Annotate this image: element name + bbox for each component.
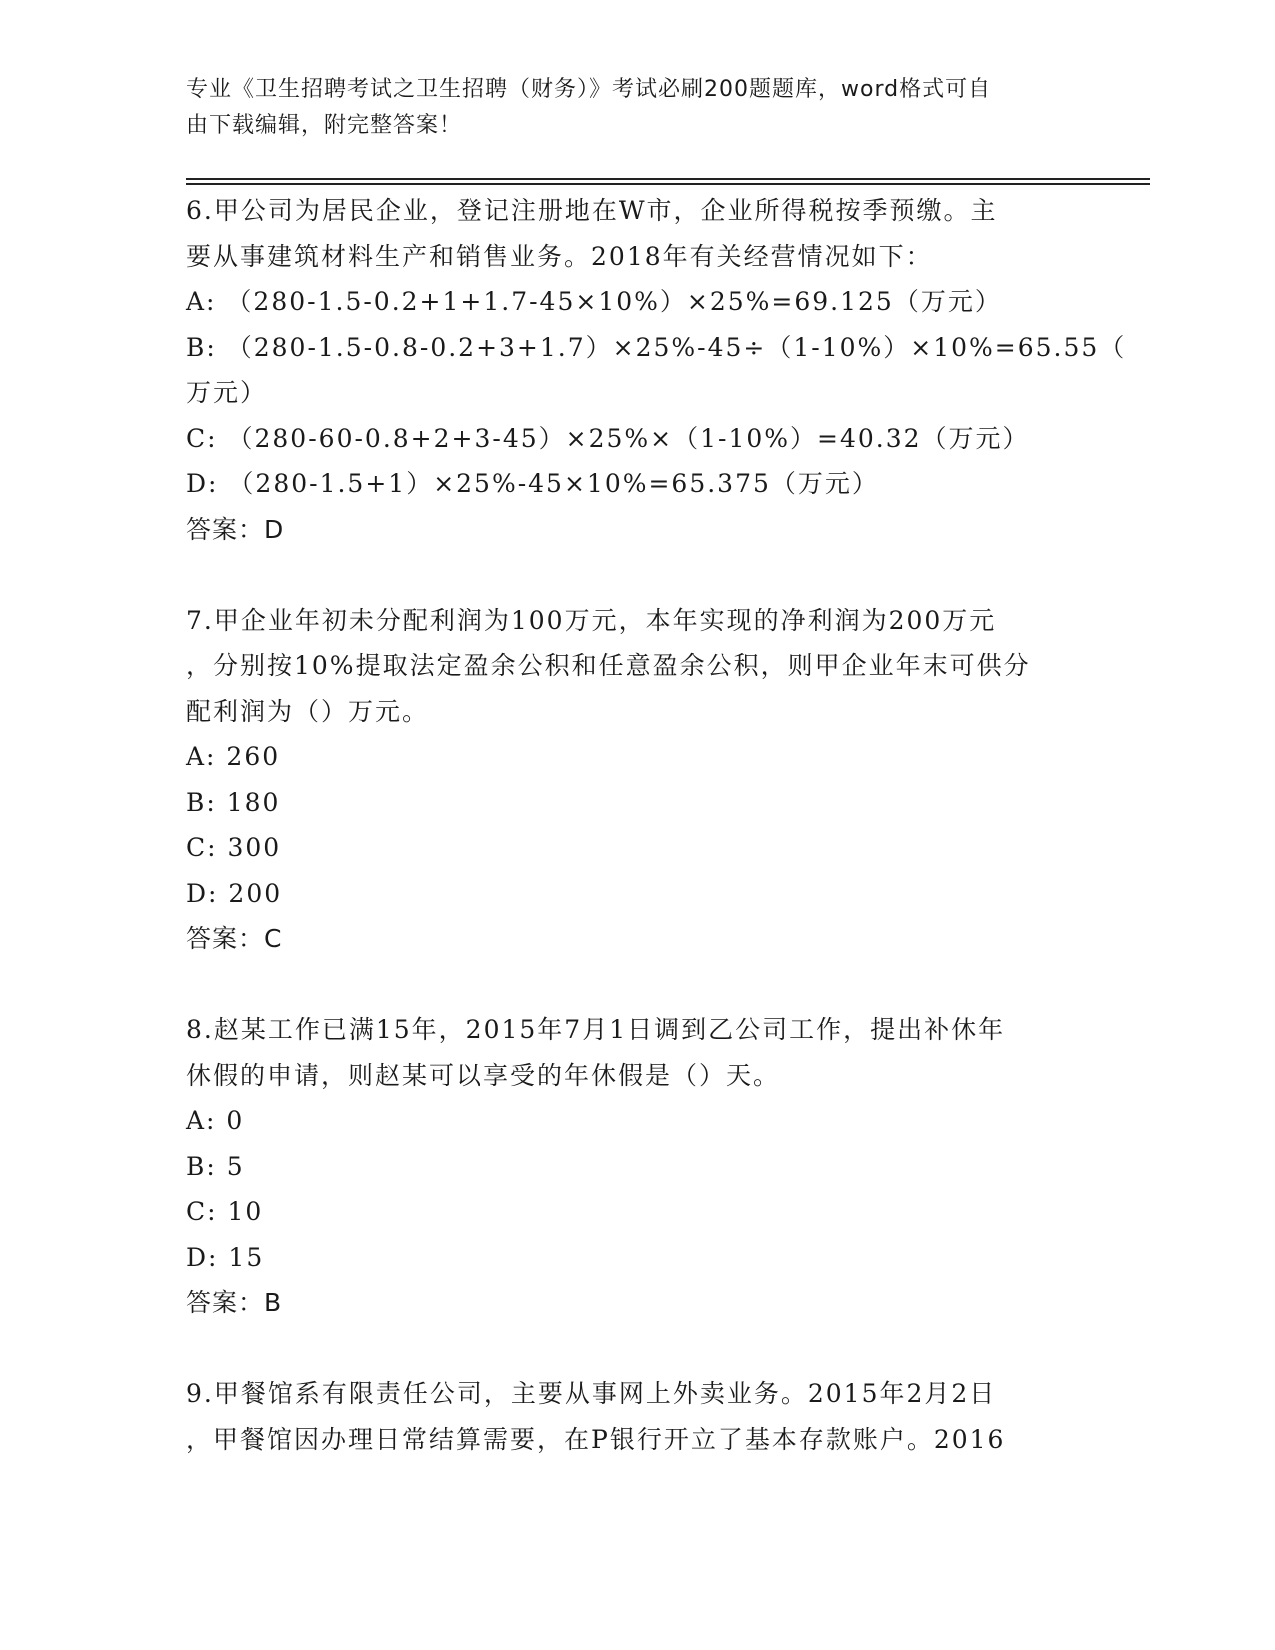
question-stem: 8.赵某工作已满15年，2015年7月1日调到乙公司工作，提出补休年	[186, 1015, 1006, 1044]
header-divider-bottom	[186, 183, 1150, 185]
question-6	[186, 188, 1127, 552]
header-line-1: 专业《卫生招聘考试之卫生招聘（财务）》考试必刷200题题库，word格式可自	[186, 77, 992, 102]
question-spacer	[186, 1326, 1086, 1372]
option-a: A: 260	[186, 742, 281, 771]
question-9	[186, 1371, 1086, 1462]
option-c: C: 300	[186, 833, 282, 862]
option-d: D: （280-1.5+1）×25%-45×10%=65.375（万元）	[186, 469, 879, 498]
option-d: D: 15	[186, 1242, 265, 1272]
question-stem: 7.甲企业年初未分配利润为100万元，本年实现的净利润为200万元	[186, 605, 997, 635]
header-divider-top	[186, 178, 1150, 180]
option-c: C: 10	[186, 1197, 264, 1226]
document-header	[186, 72, 1066, 144]
question-stem: 要从事建筑材料生产和销售业务。2018年有关经营情况如下：	[186, 241, 933, 271]
question-spacer	[186, 552, 1086, 598]
question-stem: 配利润为（）万元。	[186, 696, 430, 726]
question-stem: ，分别按10%提取法定盈余公积和任意盈余公积，则甲企业年末可供分	[186, 651, 1031, 680]
question-stem: 休假的申请，则赵某可以享受的年休假是（）天。	[186, 1060, 781, 1090]
answer-label: 答案：C	[186, 924, 283, 953]
question-stem: 9.甲餐馆系有限责任公司，主要从事网上外卖业务。2015年2月2日	[186, 1379, 997, 1408]
question-7	[186, 598, 1086, 962]
option-c: C: （280-60-0.8+2+3-45）×25%×（1-10%）=40.32（万元）	[186, 423, 1030, 453]
option-a: A: （280-1.5-0.2+1+1.7-45×10%）×25%=69.125（万元）	[186, 287, 1002, 316]
question-stem: ，甲餐馆因办理日常结算需要，在P银行开立了基本存款账户。2016	[186, 1424, 1006, 1454]
option-b: B: 180	[186, 787, 281, 817]
option-b: B: 5	[186, 1151, 245, 1181]
question-8	[186, 1007, 1086, 1326]
option-b-continued: 万元）	[186, 378, 268, 407]
option-a: A: 0	[186, 1106, 245, 1135]
option-b: B: （280-1.5-0.8-0.2+3+1.7）×25%-45÷（1-10%）×10%=65.55（	[186, 332, 1127, 362]
answer-label: 答案：D	[186, 514, 285, 544]
question-spacer	[186, 962, 1086, 1008]
question-stem: 6.甲公司为居民企业，登记注册地在W市，企业所得税按季预缴。主	[186, 196, 998, 225]
header-line-2: 由下载编辑，附完整答案！	[186, 113, 463, 138]
option-d: D: 200	[186, 878, 283, 908]
question-list	[186, 188, 1127, 1462]
answer-label: 答案：B	[186, 1288, 283, 1317]
